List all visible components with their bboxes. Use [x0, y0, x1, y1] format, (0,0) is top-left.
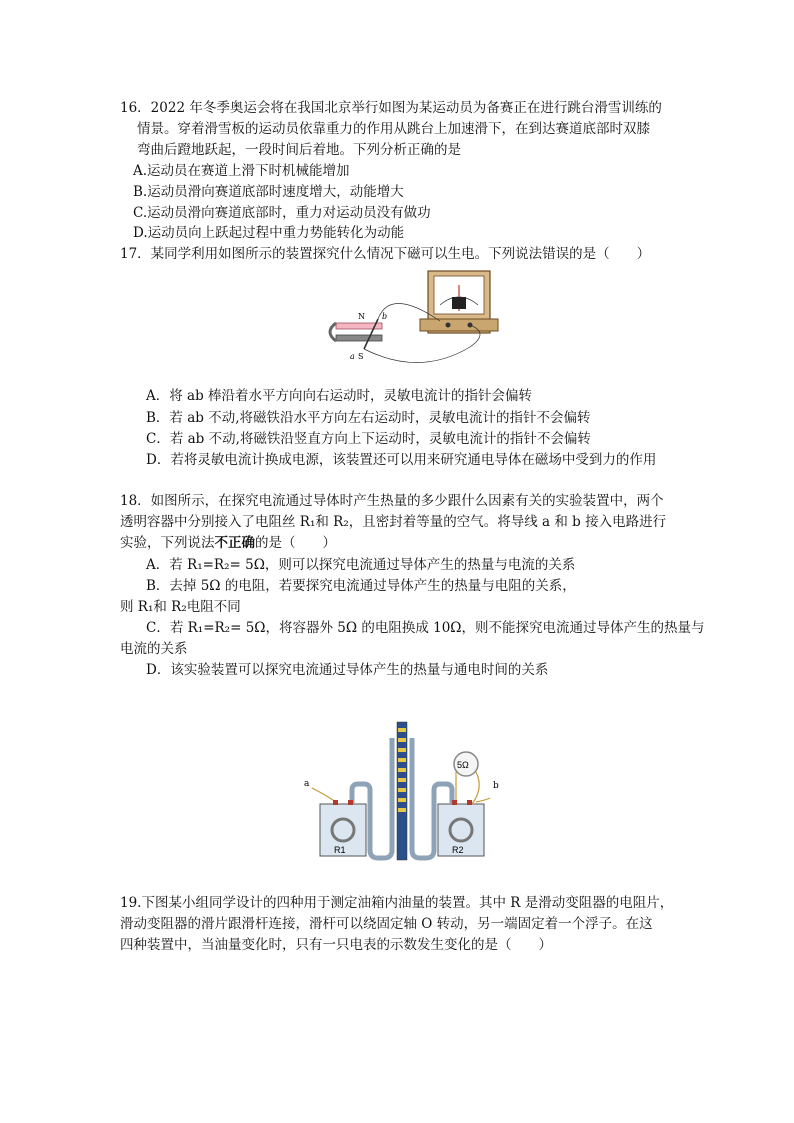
label-n: N [358, 312, 365, 321]
q18-stem-line3 [120, 533, 336, 553]
q16-option-c: C.运动员滑向赛道底部时，重力对运动员没有做功 [133, 205, 431, 221]
q19-stem-line1: 19.下图某小组同学设计的四种用于测定油箱内油量的装置。其中 R 是滑动变阻器的电阻片， [120, 895, 674, 911]
q16-stem-line2: 情景。穿着滑雪板的运动员依靠重力的作用从跳台上加速滑下，在到达赛道底部时双膝 [137, 121, 650, 137]
q16-stem-line1: 16．2022 年冬季奥运会将在我国北京举行如图为某运动员为备赛正在进行跳台滑雪训练的 [120, 100, 662, 116]
q18-option-d: D．该实验装置可以探究电流通过导体产生的热量与通电时间的关系 [146, 662, 549, 678]
q16-option-b: B.运动员滑向赛道底部时速度增大，动能增大 [133, 184, 404, 200]
label-b: b [382, 312, 388, 321]
q16-option-a: A.运动员在赛道上滑下时机械能增加 [133, 163, 350, 179]
lead-wire-b [476, 798, 490, 802]
label-a: a [350, 352, 355, 361]
label-s: S [358, 352, 364, 361]
galvanometer-coil [452, 297, 466, 309]
q18-stem-line1: 18．如图所示，在探究电流通过导体时产生热量的多少跟什么因素有关的实验装置中，两个 [120, 493, 664, 509]
q16-option-d: D.运动员向上跃起过程中重力势能转化为动能 [133, 225, 405, 241]
label-b: b [493, 781, 499, 791]
q18-option-b-line2: 则 R₁和 R₂电阻不同 [120, 599, 241, 615]
q17-figure-magnet-galvanometer [320, 267, 520, 377]
q17-option-b: B．若 ab 不动,将磁铁沿水平方向左右运动时，灵敏电流计的指针不会偏转 [146, 410, 591, 426]
label-5ohm: 5Ω [457, 760, 469, 770]
q17-option-d: D．若将灵敏电流计换成电源，该装置还可以用来研究通电导体在磁场中受到力的作用 [146, 452, 657, 468]
q18-option-a: A．若 R₁=R₂= 5Ω，则可以探究电流通过导体产生的热量与电流的关系 [146, 557, 576, 573]
q18-stem-line2: 透明容器中分别接入了电阻丝 R₁和 R₂，且密封着等量的空气。将导线 a 和 b 接入电路进行 [120, 514, 667, 530]
q18-option-c-line1: C．若 R₁=R₂= 5Ω，将容器外 5Ω 的电阻换成 10Ω，则不能探究电流通过导体产生的热量与 [146, 620, 705, 636]
q18-option-b-line1: B．去掉 5Ω 的电阻，若要探究电流通过导体产生的热量与电阻的关系， [146, 578, 576, 594]
q19-stem-line3: 四种装置中，当油量变化时，只有一只电表的示数发生变化的是（ ） [120, 937, 552, 953]
label-r2: R2 [452, 845, 464, 855]
q18-option-c-line2: 电流的关系 [120, 641, 188, 657]
q19-stem-line2: 滑动变阻器的滑片跟滑杆连接，滑杆可以绕固定轴 O 转动，另一端固定着一个浮子。在这 [120, 916, 653, 932]
q16-stem-line3: 弯曲后蹬地跃起，一段时间后着地。下列分析正确的是 [137, 142, 461, 158]
lead-wire-a [312, 788, 336, 802]
q17-option-c: C．若 ab 不动,将磁铁沿竖直方向上下运动时，灵敏电流计的指针不会偏转 [146, 431, 591, 447]
label-r1: R1 [334, 845, 346, 855]
magnet-bottom [336, 335, 382, 341]
q17-stem: 17．某同学利用如图所示的装置探究什么情况下磁可以生电。下列说法错误的是（ ） [120, 246, 651, 262]
q18-emphasis-not-correct: 不正确 [214, 535, 255, 551]
q17-option-a: A．将 ab 棒沿着水平方向向右运动时，灵敏电流计的指针会偏转 [146, 388, 533, 404]
label-a: a [304, 779, 310, 789]
q18-stem-line3-pre: 实验，下列说法 [120, 535, 215, 551]
q18-stem-line3-post: 的是（ ） [255, 535, 336, 551]
q18-figure-heating-apparatus [300, 718, 510, 868]
